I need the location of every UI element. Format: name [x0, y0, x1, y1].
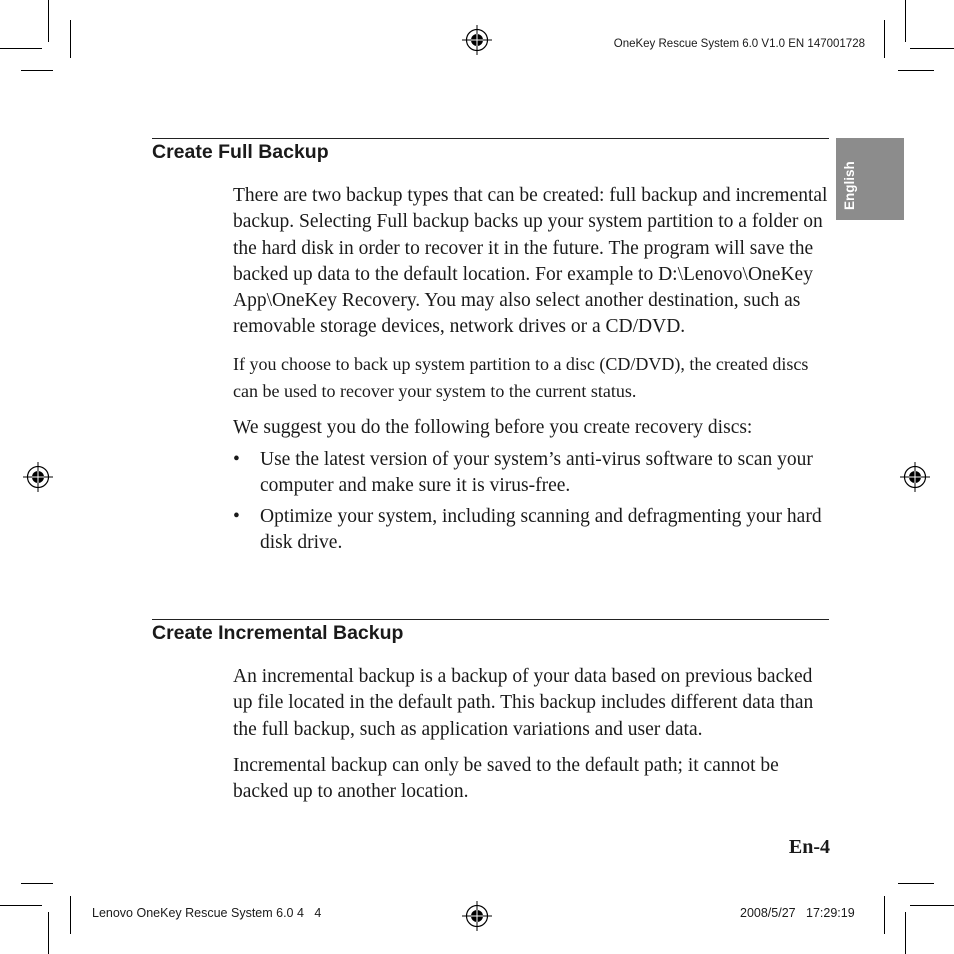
- registration-mark-bottom-icon: [462, 901, 492, 931]
- crop-mark-br-v2: [884, 896, 885, 934]
- crop-mark-tr-v2: [884, 20, 885, 58]
- full-backup-body: [233, 183, 833, 556]
- crop-mark-br-h: [910, 905, 954, 906]
- crop-mark-tl-v: [48, 0, 49, 42]
- section-rule-full-backup: [152, 138, 829, 139]
- section-title-full-backup: Create Full Backup: [152, 141, 329, 163]
- list-item: [233, 447, 833, 500]
- document-id-header: OneKey Rescue System 6.0 V1.0 EN 147001728: [613, 38, 865, 50]
- bullet-icon: •: [233, 505, 240, 527]
- paragraph: There are two backup types that can be created: full backup and incremental backup. Selecting Full backup backs up your system partition to a folder on the hard disk in order to recover it in the future. The program will save the backed up data to the default location. For example to D:\Lenovo\OneKey App\OneKey Recovery. You may also select another destination, such as removable storage devices, network drives or a CD/DVD.: [233, 185, 828, 338]
- language-tab-label: English: [842, 161, 857, 210]
- crop-mark-bl-h2: [21, 883, 53, 884]
- paragraph: If you choose to back up system partition to a disc (CD/DVD), the created discs can be used to recover your system to the current status.: [233, 353, 809, 401]
- crop-mark-tr-v: [905, 0, 906, 42]
- bullet-list: [233, 447, 833, 556]
- registration-mark-right-icon: [900, 462, 930, 492]
- crop-mark-tl-v2: [70, 20, 71, 58]
- crop-mark-bl-v2: [70, 896, 71, 934]
- list-item-text: Use the latest version of your system’s anti-virus software to scan your computer and make sure it is virus-free.: [260, 449, 813, 497]
- crop-mark-tl-h2: [21, 70, 53, 71]
- paragraph: Incremental backup can only be saved to the default path; it cannot be backed up to another location.: [233, 754, 779, 803]
- crop-mark-tl-h: [0, 48, 42, 49]
- bullet-icon: •: [233, 449, 240, 471]
- crop-mark-br-v: [905, 912, 906, 954]
- list-item: [233, 504, 833, 557]
- section-title-incremental-backup: Create Incremental Backup: [152, 622, 404, 644]
- registration-mark-top-icon: [462, 25, 492, 55]
- paragraph: We suggest you do the following before you create recovery discs:: [233, 416, 753, 438]
- list-item-text: Optimize your system, including scanning and defragmenting your hard disk drive.: [260, 505, 822, 553]
- incremental-backup-body: [233, 664, 833, 805]
- crop-mark-tr-h2: [898, 70, 934, 71]
- paragraph: An incremental backup is a backup of your data based on previous backed up file located in the default path. This backup includes different data than the full backup, such as application variations and user data.: [233, 666, 814, 740]
- crop-mark-br-h2: [898, 883, 934, 884]
- registration-mark-left-icon: [23, 462, 53, 492]
- crop-mark-bl-v: [48, 912, 49, 954]
- page-number: En-4: [788, 836, 830, 858]
- footer-file-info: Lenovo OneKey Rescue System 6.0 4 4: [92, 906, 322, 920]
- crop-mark-tr-h: [910, 48, 954, 49]
- section-rule-incremental-backup: [152, 619, 829, 620]
- crop-mark-bl-h: [0, 905, 42, 906]
- footer-timestamp: 2008/5/27 17:29:19: [740, 906, 855, 920]
